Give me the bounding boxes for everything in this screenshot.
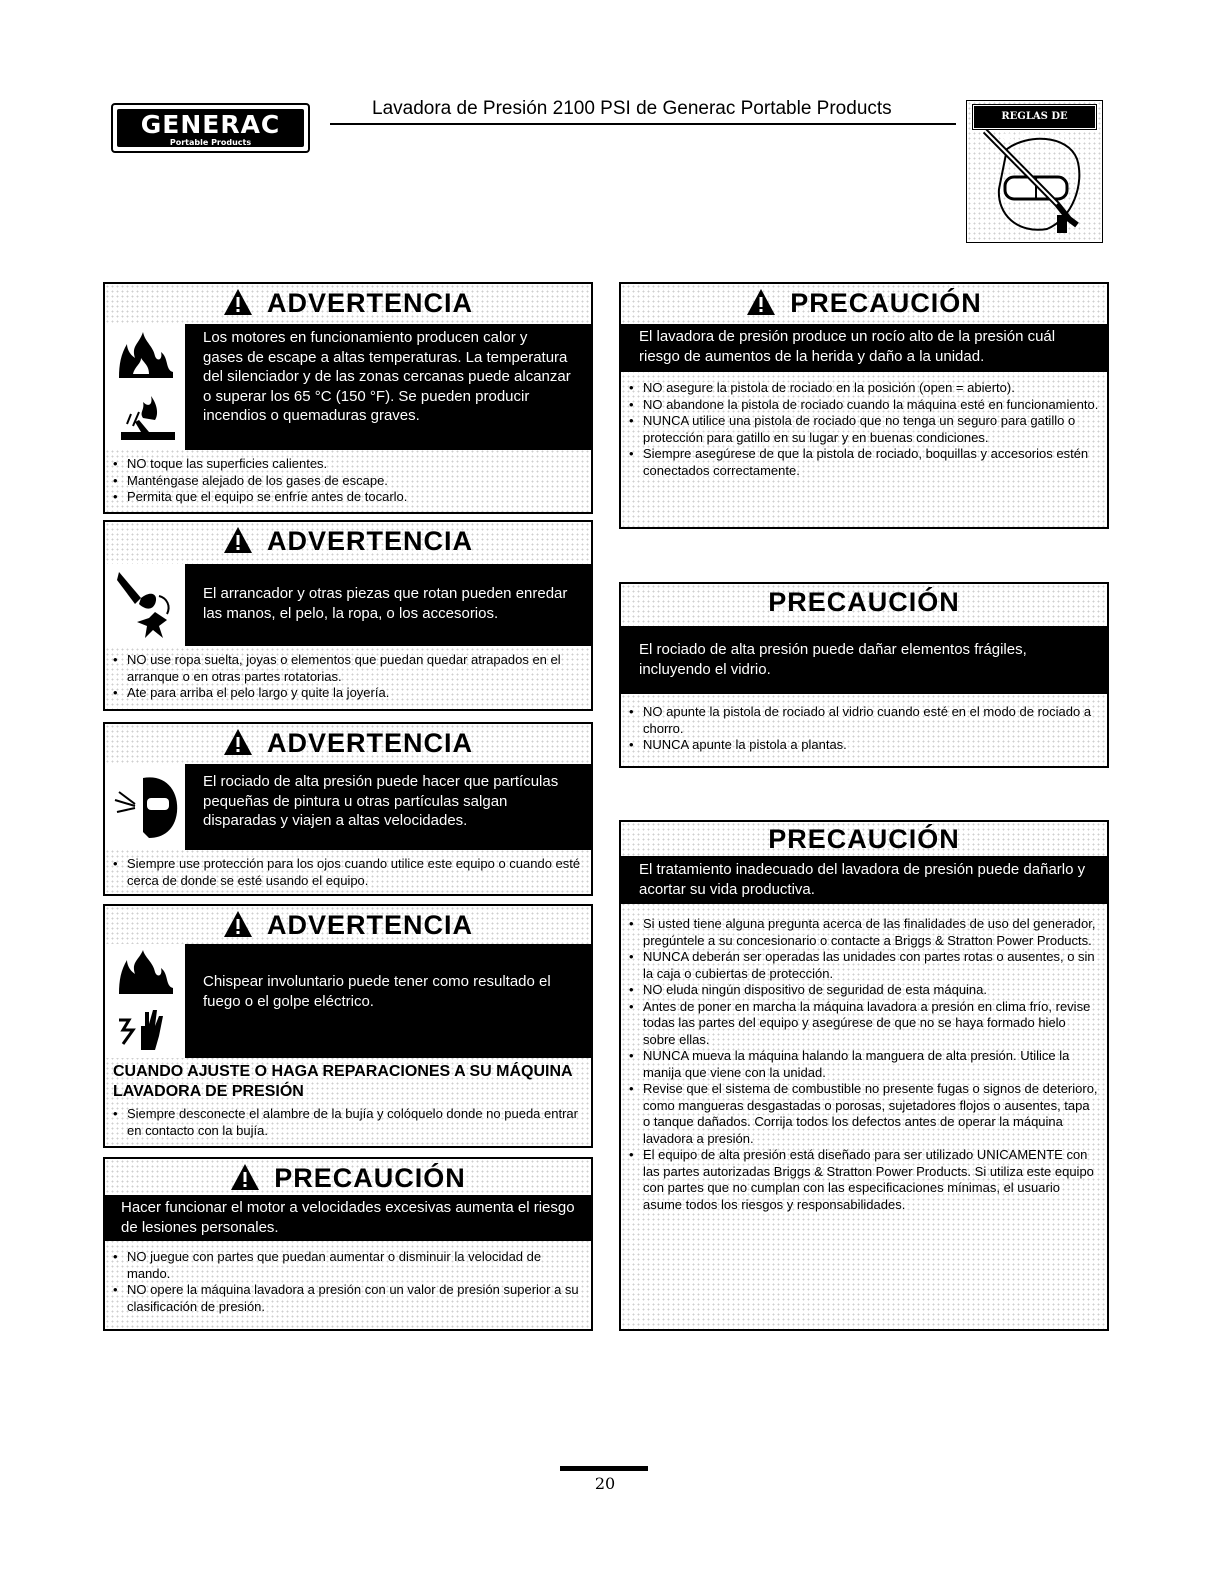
icon-cell xyxy=(105,564,187,646)
precaution-list xyxy=(111,456,583,506)
page-number: 20 xyxy=(594,1474,616,1493)
warning-message-band xyxy=(105,944,591,1058)
header-rule xyxy=(330,123,956,125)
list-item: • NUNCA utilice una pistola de rociado que no tenga un seguro para gatillo o protección para gatillo en su lugar y en buenas condiciones. xyxy=(627,413,1099,446)
page-number-rule xyxy=(560,1466,648,1471)
caution-message-band xyxy=(621,626,1107,694)
list-item: • Permita que el equipo se enfríe antes de tocarlo. xyxy=(111,489,583,506)
list-item: • NO asegure la pistola de rociado en la posición (open = abierto). xyxy=(627,380,1099,397)
warning-message: El rociado de alta presión puede hacer que partículas pequeñas de pintura u otras partículas salgan disparadas y viajen a altas velocidades. xyxy=(203,773,559,829)
precaution-list xyxy=(627,704,1099,754)
warning-triangle-icon xyxy=(223,728,253,756)
precaution-list xyxy=(111,652,583,702)
list-item: • NO opere la máquina lavadora a presión con un valor de presión superior a su clasificación de presión. xyxy=(111,1282,583,1315)
caution-high-pressure-spray xyxy=(619,282,1109,529)
list-item: • NUNCA deberán ser operadas las unidades con partes rotas o ausentes, o sin la caja o cubiertas de protección. xyxy=(627,949,1099,982)
caution-message: El rociado de alta presión puede dañar elementos frágiles, incluyendo el vidrio. xyxy=(639,641,1027,678)
logo-brand: GENERAC xyxy=(140,110,281,139)
warning-message: Los motores en funcionamiento producen calor y gases de escape a altas temperaturas. La temperatura del silenciador y de las zonas cercanas puede alcanzar o superar los 65 °C (150 °F). Se pueden producir incendios o quemaduras graves. xyxy=(203,329,571,424)
icon-cell xyxy=(105,944,187,1058)
caution-message-band xyxy=(621,856,1107,904)
warning-message-band xyxy=(105,324,591,450)
logo-subtitle: Portable Products xyxy=(169,138,252,147)
list-item: • Ate para arriba el pelo largo y quite la joyería. xyxy=(111,685,583,702)
page-title: Lavadora de Presión 2100 PSI de Generac Portable Products xyxy=(372,98,892,119)
list-item: • NO eluda ningún dispositivo de seguridad de esta máquina. xyxy=(627,982,1099,999)
warning-title: ADVERTENCIA xyxy=(105,284,591,322)
list-item: • Manténgase alejado de los gases de escape. xyxy=(111,473,583,490)
warning-message-band xyxy=(105,564,591,646)
warning-triangle-icon xyxy=(230,1163,260,1191)
list-item: • NO juegue con partes que puedan aumentar o disminuir la velocidad de mando. xyxy=(111,1249,583,1282)
face-shield-icon xyxy=(113,772,181,842)
warning-message: El arrancador y otras piezas que rotan pueden enredar las manos, el pelo, la ropa, o los accesorios. xyxy=(203,585,568,622)
warning-entanglement xyxy=(103,520,593,711)
warning-title: ADVERTENCIA xyxy=(105,906,591,944)
generac-logo xyxy=(111,103,310,153)
caution-message-band xyxy=(621,324,1107,372)
list-item: • El equipo de alta presión está diseñado para ser utilizado UNICAMENTE con las partes autorizadas Briggs & Stratton Power Products. Si utiliza este equipo con partes que no cumplan con las especificaciones mínimas, el usuario asume todos los riesgos y responsabilidades. xyxy=(627,1147,1099,1213)
list-item: • Si usted tiene alguna pregunta acerca de las finalidades de uso del generador, pregúntele a su concesionario o contacte a Briggs & Stratton Power Products. xyxy=(627,916,1099,949)
entanglement-icon xyxy=(115,568,179,642)
list-item: • Antes de poner en marcha la máquina lavadora a presión en clima frío, revise todas las partes del equipo y asegúrese de que no se haya formado hielo sobre ellas. xyxy=(627,999,1099,1049)
caution-improper-treatment xyxy=(619,820,1109,1331)
caution-title: PRECAUCIÓN xyxy=(768,587,960,617)
precaution-list xyxy=(111,1249,583,1315)
burn-hand-icon xyxy=(119,392,177,444)
list-item: • NUNCA apunte la pistola a plantas. xyxy=(627,737,1099,754)
caution-message-band xyxy=(105,1195,591,1241)
list-item: • NO use ropa suelta, joyas o elementos que puedan quedar atrapados en el arranque o en otras partes rotatorias. xyxy=(111,652,583,685)
caution-message: El lavadora de presión produce un rocío alto de la presión cuál riesgo de aumentos de la herida y daño a la unidad. xyxy=(639,328,1056,365)
fire-icon xyxy=(115,330,177,380)
list-item: • Siempre use protección para los ojos cuando utilice este equipo o cuando esté cerca de donde se esté usando el equipo. xyxy=(111,856,583,889)
icon-cell xyxy=(105,764,187,850)
icon-cell xyxy=(105,324,187,450)
warning-message: Chispear involuntario puede tener como resultado el fuego o el golpe eléctrico. xyxy=(203,973,551,1010)
precaution-list xyxy=(627,380,1099,479)
caution-excessive-speed xyxy=(103,1157,593,1331)
list-item: • Siempre asegúrese de que la pistola de rociado, boquillas y accesorios estén conectados correctamente. xyxy=(627,446,1099,479)
list-item: • NO toque las superficies calientes. xyxy=(111,456,583,473)
list-item: • Siempre desconecte el alambre de la bujía y colóquelo donde no pueda entrar en contacto con la bujía. xyxy=(111,1106,583,1139)
warning-title: ADVERTENCIA xyxy=(105,724,591,762)
warning-message-band xyxy=(105,764,591,850)
warning-accidental-spark xyxy=(103,904,593,1148)
list-item: • Revise que el sistema de combustible no presente fugas o signos de deterioro, como mangueras desgastadas o porosas, sujetadores flojos o ausentes, tapa o tanque dañados. Corrija todos los defectos antes de operar la máquina lavadora a presión. xyxy=(627,1081,1099,1147)
caution-title: PRECAUCIÓN xyxy=(105,1159,591,1197)
badge-label: REGLAS DE SEGURIDAD xyxy=(973,105,1096,129)
precaution-list xyxy=(111,1106,583,1139)
warning-hot-surfaces xyxy=(103,282,593,514)
caution-title: PRECAUCIÓN xyxy=(768,824,960,854)
list-item: • NUNCA mueva la máquina halando la manguera de alta presión. Utilice la manija que viene con la unidad. xyxy=(627,1048,1099,1081)
safety-rules-badge xyxy=(966,100,1103,243)
warning-triangle-icon xyxy=(223,288,253,316)
fire-icon xyxy=(115,948,177,996)
precaution-list xyxy=(627,916,1099,1213)
electric-shock-icon xyxy=(115,1002,177,1052)
precaution-list xyxy=(111,856,583,889)
list-item: • NO apunte la pistola de rociado al vidrio cuando esté en el modo de rociado a chorro. xyxy=(627,704,1099,737)
caution-title: PRECAUCIÓN xyxy=(621,284,1107,322)
warning-triangle-icon xyxy=(746,288,776,316)
caution-message: Hacer funcionar el motor a velocidades excesivas aumenta el riesgo de lesiones personales. xyxy=(121,1199,575,1236)
warning-triangle-icon xyxy=(223,910,253,938)
list-item: • NO abandone la pistola de rociado cuando la máquina esté en funcionamiento. xyxy=(627,397,1099,414)
goggles-spray-gun-icon xyxy=(977,129,1094,237)
section-subheading: CUANDO AJUSTE O HAGA REPARACIONES A SU MÁQUINA LAVADORA DE PRESIÓN xyxy=(113,1063,572,1100)
warning-triangle-icon xyxy=(223,526,253,554)
caution-message: El tratamiento inadecuado del lavadora de presión puede dañarlo y acortar su vida productiva. xyxy=(639,861,1086,898)
warning-flying-particles xyxy=(103,722,593,896)
caution-fragile-items xyxy=(619,582,1109,768)
warning-title: ADVERTENCIA xyxy=(105,522,591,560)
